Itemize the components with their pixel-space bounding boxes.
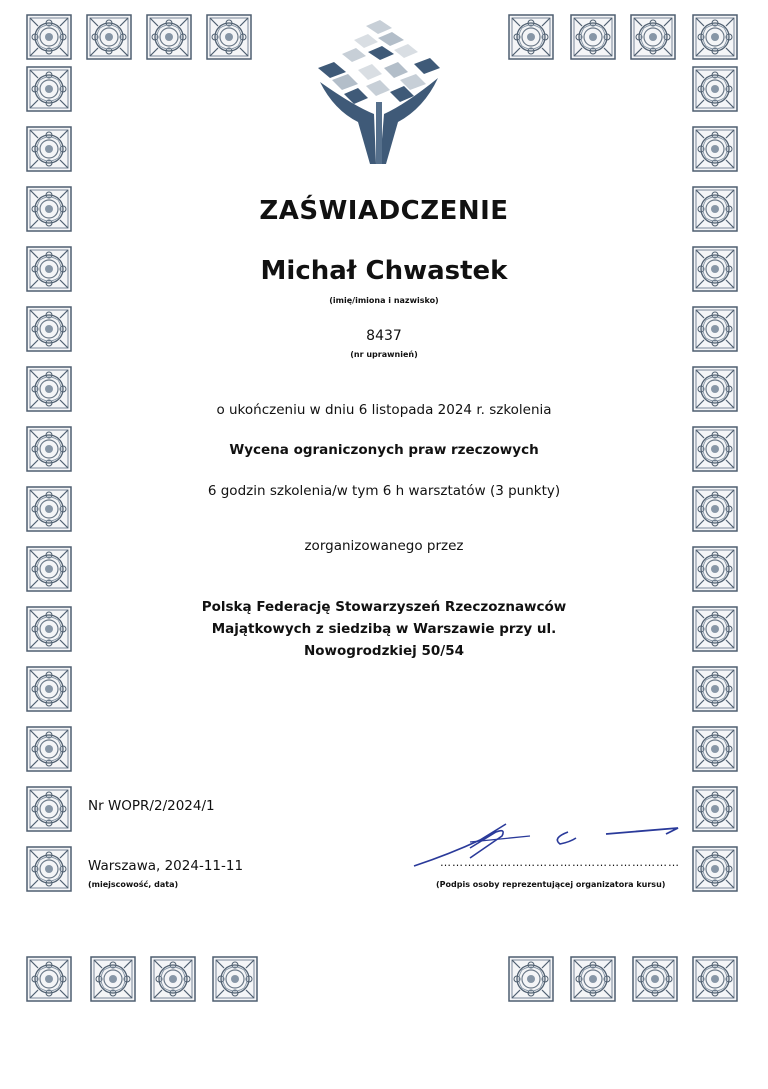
ornament-tile-icon	[692, 846, 738, 892]
ornament-tile-icon	[508, 14, 554, 60]
signature-caption: (Podpis osoby reprezentującej organizatora kursu)	[436, 880, 666, 889]
ornament-tile-icon	[26, 956, 72, 1002]
license-number-caption: (nr uprawnień)	[350, 350, 418, 359]
ornament-tile-icon	[26, 726, 72, 772]
ornament-tile-icon	[692, 786, 738, 832]
ornament-tile-icon	[692, 666, 738, 712]
holder-name: Michał Chwastek	[260, 256, 508, 286]
ornament-tile-icon	[632, 956, 678, 1002]
license-number: 8437	[366, 328, 402, 344]
organizer-line-3: Nowogrodzkiej 50/54	[303, 643, 465, 659]
ornament-tile-icon	[26, 14, 72, 60]
ornament-tile-icon	[26, 66, 72, 112]
organizer-name	[0, 596, 768, 662]
course-hours: 6 godzin szkolenia/w tym 6 h warsztatów (3 punkty)	[207, 483, 561, 499]
ornament-tile-icon	[692, 726, 738, 772]
completion-line: o ukończeniu w dniu 6 listopada 2024 r. szkolenia	[216, 402, 552, 418]
ornament-tile-icon	[206, 14, 252, 60]
course-title: Wycena ograniczonych praw rzeczowych	[229, 442, 539, 458]
holder-name-caption: (imię/imiona i nazwisko)	[329, 296, 439, 305]
place-date: Warszawa, 2024-11-11	[88, 858, 244, 874]
ornament-tile-icon	[692, 956, 738, 1002]
pfsrm-logo-icon	[314, 18, 444, 166]
ornament-tile-icon	[146, 14, 192, 60]
organizer-line-2: Majątkowych z siedzibą w Warszawie przy ul.	[211, 621, 557, 637]
certificate-title: ZAŚWIADCZENIE	[259, 196, 509, 226]
ornament-tile-icon	[570, 14, 616, 60]
organized-by-line: zorganizowanego przez	[304, 538, 464, 554]
ornament-tile-icon	[692, 126, 738, 172]
ornament-tile-icon	[508, 956, 554, 1002]
ornament-tile-icon	[692, 66, 738, 112]
ornament-tile-icon	[212, 956, 258, 1002]
document-number: Nr WOPR/2/2024/1	[88, 798, 215, 814]
signature-line: ……………………………………………………	[440, 856, 680, 869]
ornament-tile-icon	[570, 956, 616, 1002]
place-date-caption: (miejscowość, data)	[88, 880, 179, 889]
organizer-line-1: Polską Federację Stowarzyszeń Rzeczoznawców	[201, 599, 567, 615]
ornament-tile-icon	[630, 14, 676, 60]
ornament-tile-icon	[150, 956, 196, 1002]
ornament-tile-icon	[26, 846, 72, 892]
ornament-tile-icon	[86, 14, 132, 60]
ornament-tile-icon	[692, 14, 738, 60]
ornament-tile-icon	[26, 126, 72, 172]
ornament-tile-icon	[26, 786, 72, 832]
ornament-tile-icon	[26, 666, 72, 712]
ornament-tile-icon	[90, 956, 136, 1002]
